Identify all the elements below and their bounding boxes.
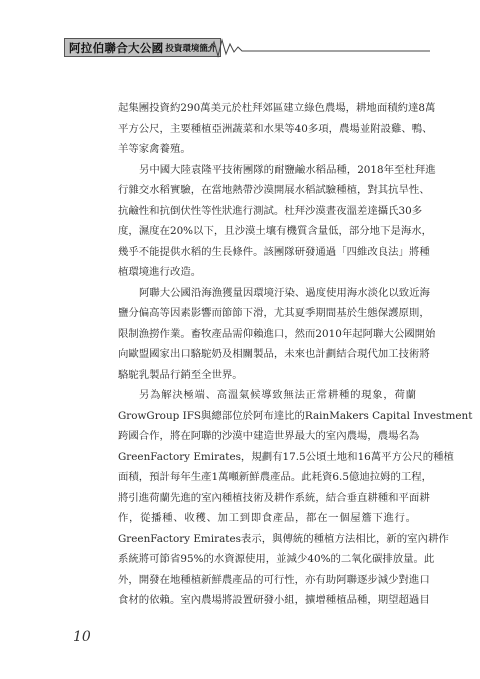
body-text <box>118 98 473 611</box>
paragraph-3 <box>118 283 436 386</box>
text-line: GreenFactory Emirates表示，與傳統的種植方法相比，新的室內耕作 <box>118 532 449 545</box>
text-line: GrowGroup IFS與總部位於阿布達比的RainMakers Capital Investment <box>118 409 473 422</box>
text-line: 度，濕度在20%以下，且沙漠土壤有機質含量低，部分地下是海水， <box>118 225 433 237</box>
text-line: 阿聯大公國沿海漁獲量因環境汙染、過度使用海水淡化以致近海 <box>139 286 430 299</box>
paragraph-1 <box>118 98 436 160</box>
text-line: 另為解決極端、高溫氣候導致無法正常耕種的現象，荷蘭 <box>139 389 416 401</box>
text-line: 平方公尺，主要種植亞洲蔬菜和水果等40多項，農場並附設雞、鴨、 <box>118 122 433 135</box>
text-line: 跨國合作，將在阿聯的沙漠中建造世界最大的室內農場，農場名為 <box>118 430 420 442</box>
heartbeat-line-icon <box>200 38 430 58</box>
text-line: 食材的依賴。室內農場將設置研發小組，擴增種植品種，期望超過目 <box>118 594 430 606</box>
header-title-main: 阿拉伯聯合大公國 <box>69 40 164 55</box>
text-line: GreenFactory Emirates，規劃有17.5公頃土地和16萬平方公尺的種植 <box>118 450 454 463</box>
header-title-box <box>64 38 221 57</box>
page-header <box>0 38 480 58</box>
text-line: 駱駝乳製品行銷至全世界。 <box>118 368 243 381</box>
text-line: 將引進荷蘭先進的室內種植技術及耕作系統，結合垂直耕種和平面耕 <box>118 491 430 504</box>
text-line: 作，從播種、收穫、加工到即食產品，都在一個屋簷下進行。 <box>118 512 416 524</box>
text-line: 系統將可節省95%的水資源使用，並減少40%的二氧化碳排放量。此 <box>118 553 435 565</box>
header-title-sub: 投資環境簡介 <box>165 43 217 54</box>
text-line: 植環境進行改造。 <box>118 266 202 278</box>
page-number: 10 <box>73 629 91 645</box>
text-line: 幾乎不能提供水稻的生長條件。該團隊研發通過「四維改良法」將種 <box>118 245 430 258</box>
paragraph-4 <box>118 385 473 611</box>
text-line: 鹽分偏高等因素影響而節節下滑，尤其夏季期間基於生態保護原則， <box>118 307 430 319</box>
text-line: 抗鹼性和抗倒伏性等性狀進行測試。杜拜沙漠晝夜溫差達攝氏30多 <box>118 204 423 217</box>
text-line: 向歐盟國家出口駱駝奶及相關製品，未來也計劃結合現代加工技術將 <box>118 348 430 360</box>
paragraph-2 <box>118 160 436 283</box>
text-line: 面積，預計每年生產1萬噸新鮮農產品。此耗資6.5億迪拉姆的工程， <box>118 471 433 483</box>
text-line: 羊等家禽養殖。 <box>118 143 191 155</box>
text-line: 起集團投資約290萬美元於杜拜郊區建立綠色農場，耕地面積約達8萬 <box>118 102 436 114</box>
text-line: 行雜交水稻實驗，在當地熱帶沙漠開展水稻試驗種植，對其抗旱性、 <box>118 184 430 196</box>
text-line: 外，開發在地種植新鮮農產品的可行性，亦有助阿聯逐步減少對進口 <box>118 573 430 586</box>
text-line: 限制漁撈作業。畜牧產品需仰賴進口，然而2010年起阿聯大公國開始 <box>118 327 436 340</box>
text-line: 另中國大陸袁隆平技術團隊的耐鹽鹼水稻品種，2018年至杜拜進 <box>139 163 436 176</box>
